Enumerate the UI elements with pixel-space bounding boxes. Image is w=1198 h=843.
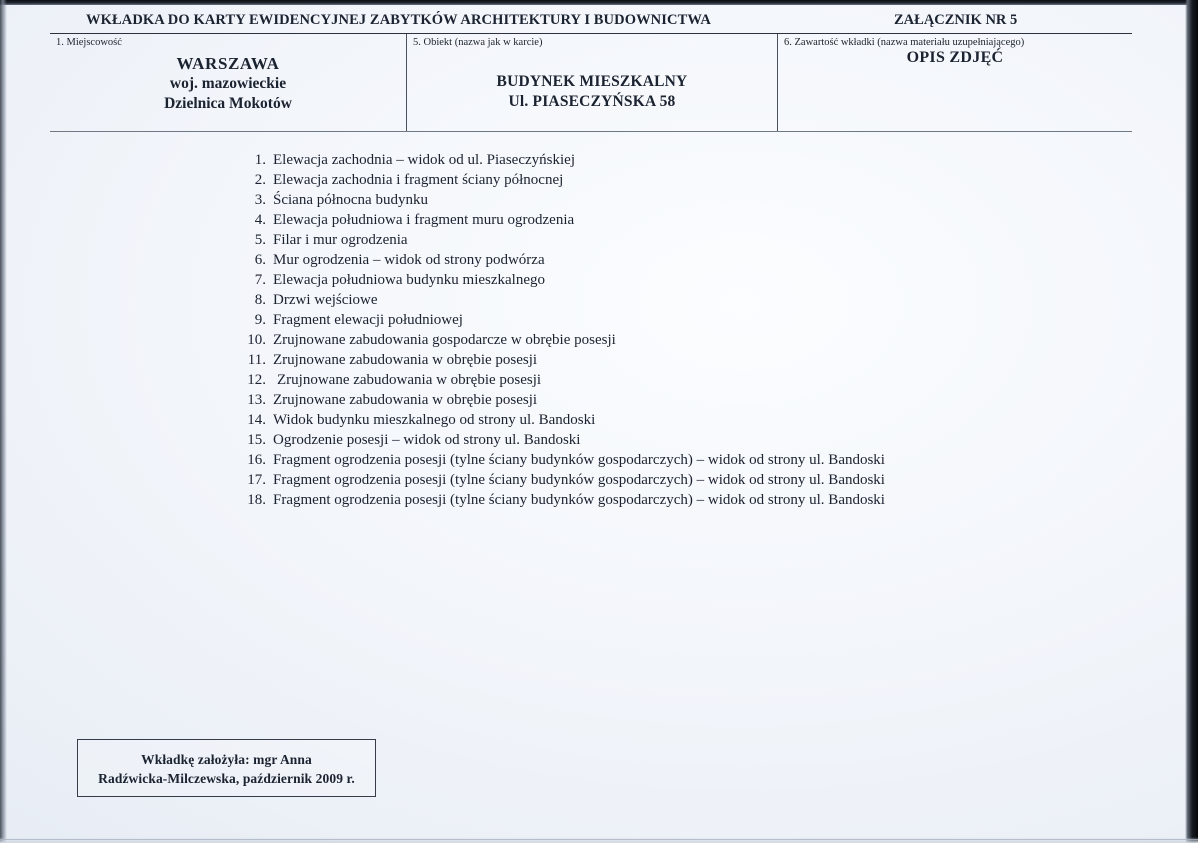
header-table <box>50 33 1132 132</box>
photo-list-item-number: 10. <box>247 332 266 348</box>
photo-list-item-number: 13. <box>247 392 266 408</box>
photo-list-item <box>236 290 1116 310</box>
photo-list-item <box>236 450 1116 470</box>
photo-list-item <box>236 430 1116 450</box>
scan-edge-top <box>0 0 1198 5</box>
locality-district: Dzielnica Mokotów <box>164 95 292 112</box>
locality-value <box>50 54 406 114</box>
photo-list-item <box>236 310 1116 330</box>
photo-list-item-label: Zrujnowane zabudowania w obrębie posesji <box>273 352 538 368</box>
photo-list-item-number: 11. <box>247 352 266 368</box>
photo-list-item-label: Elewacja zachodnia – widok od ul. Piaseczyńskiej <box>273 152 575 168</box>
photo-list-item-number: 6. <box>254 252 266 268</box>
photo-list-item <box>236 370 1116 390</box>
locality-voivodeship: woj. mazowieckie <box>169 75 287 92</box>
header-cell-content <box>777 34 1132 131</box>
photo-list-item-label: Fragment ogrodzenia posesji (tylne ściany budynków gospodarczych) – widok od strony ul. Bandoski <box>273 492 885 508</box>
photo-list-item <box>236 410 1116 430</box>
locality-city: WARSZAWA <box>176 54 280 73</box>
scan-edge-bottom-rule <box>0 839 1198 840</box>
photo-list-item-number: 12. <box>247 372 266 388</box>
photo-list-item-number: 7. <box>254 272 266 288</box>
photo-list-item-label: Widok budynku mieszkalnego od strony ul. Bandoski <box>273 412 596 428</box>
photo-list-item-label: Fragment ogrodzenia posesji (tylne ściany budynków gospodarczych) – widok od strony ul. Bandoski <box>273 452 885 468</box>
photo-list-item <box>236 150 1116 170</box>
author-box <box>77 739 376 797</box>
masthead <box>52 12 1130 34</box>
object-value <box>407 72 777 112</box>
field-label-content: 6. Zawartość wkładki (nazwa materiału uzupełniającego) <box>784 37 1025 48</box>
photo-list-item-label: Drzwi wejściowe <box>273 292 378 308</box>
photo-list-item-number: 3. <box>254 192 266 208</box>
photo-list-item-label: Ogrodzenie posesji – widok od strony ul. Bandoski <box>273 432 581 448</box>
photo-list-item <box>236 470 1116 490</box>
content-title: OPIS ZDJĘĆ <box>906 49 1004 66</box>
photo-list-item-number: 18. <box>247 492 266 508</box>
photo-list-item-label: Zrujnowane zabudowania w obrębie posesji <box>277 372 542 388</box>
photo-list-item <box>236 350 1116 370</box>
photo-list-item <box>236 270 1116 290</box>
photo-list-item-label: Elewacja zachodnia i fragment ściany północnej <box>273 172 564 188</box>
scan-edge-left <box>0 0 7 843</box>
photo-list-item-label: Ściana północna budynku <box>273 192 428 208</box>
page-title: WKŁADKA DO KARTY EWIDENCYJNEJ ZABYTKÓW ARCHITEKTURY I BUDOWNICTWA <box>86 12 711 28</box>
photo-list-item-label: Fragment ogrodzenia posesji (tylne ściany budynków gospodarczych) – widok od strony ul. Bandoski <box>273 472 885 488</box>
content-value <box>778 48 1132 68</box>
author-line-2: Radźwicka-Milczewska, październik 2009 r. <box>98 771 355 786</box>
field-label-locality: 1. Miejscowość <box>56 37 122 48</box>
photo-description-list <box>236 150 1116 510</box>
photo-list-item-label: Fragment elewacji południowej <box>273 312 463 328</box>
photo-list-item-label: Zrujnowane zabudowania gospodarcze w obrębie posesji <box>273 332 616 348</box>
photo-list-item-number: 8. <box>254 292 266 308</box>
scan-edge-right <box>1185 0 1198 843</box>
header-cell-locality <box>50 34 406 131</box>
photo-list-item-number: 2. <box>254 172 266 188</box>
header-cell-object <box>406 34 777 131</box>
photo-list-item <box>236 250 1116 270</box>
photo-list-item-label: Filar i mur ogrodzenia <box>273 232 408 248</box>
photo-list-item-number: 16. <box>247 452 266 468</box>
photo-list-item-number: 9. <box>254 312 266 328</box>
photo-list-item-number: 15. <box>247 432 266 448</box>
photo-list-item-label: Elewacja południowa i fragment muru ogrodzenia <box>273 212 575 228</box>
photo-list-item <box>236 190 1116 210</box>
photo-list-item <box>236 210 1116 230</box>
photo-list-item <box>236 490 1116 510</box>
photo-list-item-number: 14. <box>247 412 266 428</box>
object-address: Ul. PIASECZYŃSKA 58 <box>508 93 676 110</box>
photo-list-item-number: 1. <box>254 152 266 168</box>
author-text <box>78 750 375 788</box>
scan-edge-bottom <box>0 837 1198 843</box>
object-name: BUDYNEK MIESZKALNY <box>496 73 688 90</box>
field-label-object: 5. Obiekt (nazwa jak w karcie) <box>413 37 543 48</box>
photo-list-item-number: 17. <box>247 472 266 488</box>
photo-list-item-label: Zrujnowane zabudowania w obrębie posesji <box>273 392 538 408</box>
photo-list-item <box>236 170 1116 190</box>
photo-list-item <box>236 390 1116 410</box>
photo-list-item-number: 4. <box>254 212 266 228</box>
photo-list-item-label: Mur ogrodzenia – widok od strony podwórza <box>273 252 545 268</box>
annex-number-label: ZAŁĄCZNIK NR 5 <box>894 12 1018 28</box>
photo-list-item-number: 5. <box>254 232 266 248</box>
photo-list-item <box>236 330 1116 350</box>
photo-list-item <box>236 230 1116 250</box>
author-line-1: Wkładkę założyła: mgr Anna <box>141 752 312 767</box>
photo-list-item-label: Elewacja południowa budynku mieszkalnego <box>273 272 546 288</box>
